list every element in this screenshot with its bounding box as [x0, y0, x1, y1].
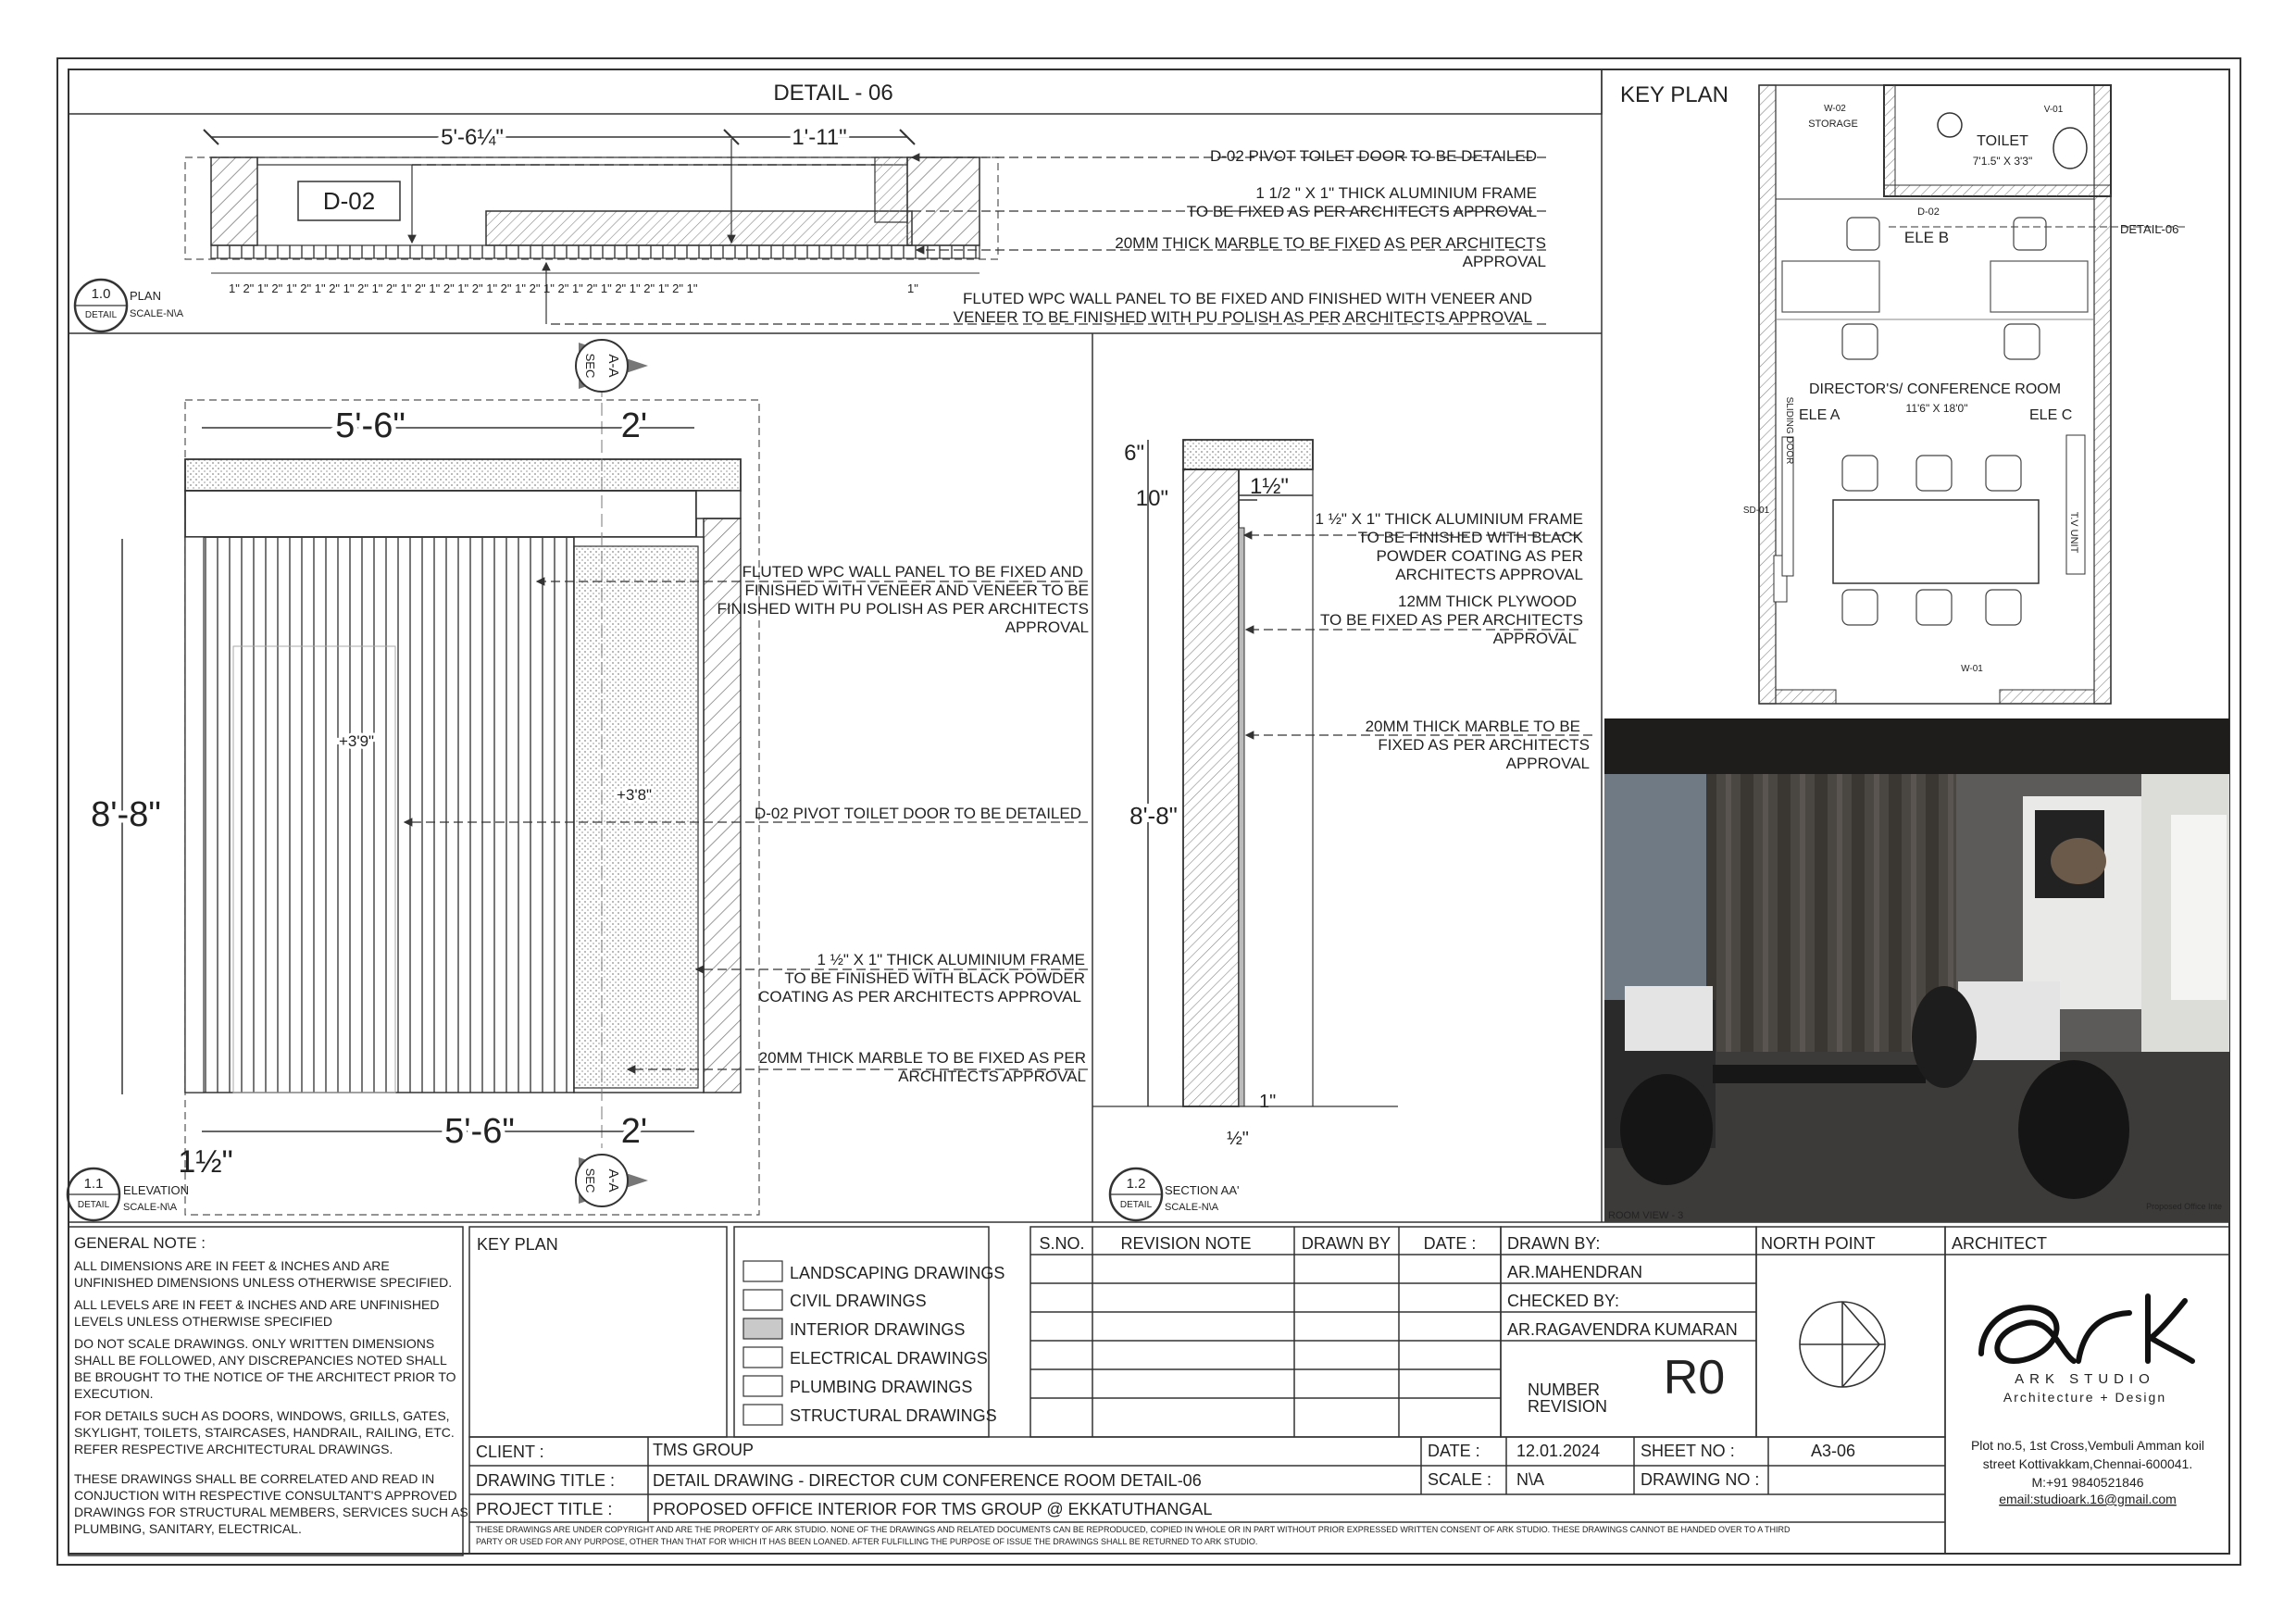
elev-dim-b-top: 2'	[620, 406, 648, 445]
gn-p4-l3: REFER RESPECTIVE ARCHITECTURAL DRAWINGS.	[74, 1442, 393, 1456]
gn-p1-l1: ALL DIMENSIONS ARE IN FEET & INCHES AND ARE	[74, 1258, 390, 1273]
plan-flute-dims: 1" 2" 1" 2" 1" 2" 1" 2" 1" 2" 1" 2" 1" 2" 1" 2" 1" 2" 1" 2" 1" 2" 1" 2" 1" 2" 1" 2" 1" 2" 1" 2" 1"	[229, 281, 698, 295]
drawing-no-label: DRAWING NO :	[1641, 1470, 1760, 1489]
room-view-render	[1604, 718, 2229, 1222]
drawing-title-label: DRAWING TITLE :	[476, 1471, 616, 1490]
scale-label: SCALE :	[1428, 1470, 1492, 1489]
section-note-2c: APPROVAL	[1492, 630, 1577, 647]
section-dim-half: 1½"	[1250, 474, 1289, 499]
kp-detail-06: DETAIL-06	[2120, 222, 2179, 236]
gn-p1-l2: UNFINISHED DIMENSIONS UNLESS OTHERWISE SPECIFIED.	[74, 1275, 453, 1290]
client-label: CLIENT :	[476, 1443, 544, 1461]
plan-label-kind: DETAIL	[84, 310, 118, 320]
elev-note-4b: ARCHITECTS APPROVAL	[898, 1068, 1086, 1085]
section-note-2a: 12MM THICK PLYWOOD	[1397, 593, 1577, 610]
section-height: 8'-8"	[1129, 802, 1178, 830]
plan-note-1: D-02 PIVOT TOILET DOOR TO BE DETAILED	[1209, 147, 1537, 165]
gn-p3-l4: EXECUTION.	[74, 1386, 154, 1401]
key-plan-title: KEY PLAN	[1620, 82, 1728, 107]
kp-tv-unit: T.V UNIT	[2068, 511, 2079, 554]
render-caption: ROOM VIEW - 3	[1608, 1210, 1684, 1221]
drawing-title-value: DETAIL DRAWING - DIRECTOR CUM CONFERENCE ROOM DETAIL-06	[653, 1471, 1202, 1490]
drawn-by-value: AR.MAHENDRAN	[1507, 1263, 1643, 1281]
section-note-1a: 1 ½" X 1" THICK ALUMINIUM FRAME	[1315, 510, 1583, 528]
section-label-number: 1.2	[1126, 1176, 1146, 1192]
north-point-label: NORTH POINT	[1761, 1234, 1876, 1253]
plan-label-scale: SCALE-N\A	[130, 308, 184, 319]
section-note-1c: POWDER COATING AS PER	[1376, 547, 1583, 565]
studio-tagline: Architecture + Design	[2003, 1390, 2167, 1405]
plan-flute-dim-last: 1"	[907, 281, 918, 295]
sheet-no-label: SHEET NO :	[1641, 1442, 1735, 1460]
plan-note-3a: 20MM THICK MARBLE TO BE FIXED AS PER ARCHITECTS	[1115, 234, 1546, 252]
drawing-type-checkboxes	[743, 1261, 782, 1425]
phone: M:+91 9840521846	[2031, 1475, 2144, 1490]
elev-level-a: +3'9"	[338, 732, 375, 750]
date-value: 12.01.2024	[1516, 1442, 1601, 1460]
kp-storage: STORAGE	[1808, 119, 1858, 130]
section-note-1d: ARCHITECTS APPROVAL	[1395, 566, 1583, 583]
kp-main-room-size: 11'6" X 18'0"	[1905, 402, 1968, 415]
section-label-kind: DETAIL	[1119, 1200, 1153, 1210]
kp-toilet: TOILET	[1977, 133, 2028, 149]
ark-studio-logo	[1981, 1296, 2192, 1361]
elev-dim-b-bottom: 2'	[620, 1112, 648, 1151]
kp-toilet-size: 7'1.5" X 3'3"	[1972, 155, 2033, 168]
elev-label-scale: SCALE-N\A	[123, 1202, 178, 1213]
elev-level-b: +3'8"	[616, 786, 653, 804]
kp-sd01: SD-01	[1742, 506, 1770, 516]
elev-note-1b: FINISHED WITH VENEER AND VENEER TO BE	[744, 581, 1089, 599]
north-arrow-icon	[1800, 1302, 1885, 1387]
plan-label-number: 1.0	[91, 286, 111, 302]
plan-dim-top-right: 1'-11"	[792, 125, 847, 150]
copyright-line-1: THESE DRAWINGS ARE UNDER COPYRIGHT AND ARE THE PROPERTY OF ARK STUDIO. NONE OF THE DRAWINGS AND RELATED DOCUMENTS CAN BE REPRODUCED, COPIED IN WHOLE OR IN PART WITHOUT PRIOR EXPRESSED WRITTEN CONSENT OF ARK STUDIO. THESE DRAWINGS CANNOT BE HANDED OVER TO A THIRD	[476, 1525, 1791, 1534]
drawing-type-1: LANDSCAPING DRAWINGS	[790, 1264, 1005, 1282]
drawing-type-5: PLUMBING DRAWINGS	[790, 1378, 973, 1396]
kp-main-room: DIRECTOR'S/ CONFERENCE ROOM	[1808, 381, 2062, 397]
sec-marker-bottom-label: A-A	[605, 1168, 621, 1193]
kp-sliding-door: SLIDING DOOR	[1784, 396, 1794, 465]
gn-p5-l2: CONJUCTION WITH RESPECTIVE CONSULTANT'S APPROVED	[74, 1488, 457, 1503]
section-dim-half-bottom: ½"	[1227, 1129, 1249, 1149]
drawing-type-6: STRUCTURAL DRAWINGS	[790, 1406, 997, 1425]
plan-note-2b: TO BE FIXED AS PER ARCHITECTS APPROVAL	[1186, 203, 1537, 220]
section-dim-1: 1"	[1259, 1092, 1277, 1112]
revision-label-1: NUMBER	[1528, 1380, 1601, 1399]
gn-p3-l1: DO NOT SCALE DRAWINGS. ONLY WRITTEN DIMENSIONS	[74, 1336, 435, 1351]
elev-small-dim: 1½"	[178, 1144, 233, 1180]
kp-ele-a: ELE A	[1799, 407, 1841, 423]
rev-header-sno: S.NO.	[1039, 1234, 1085, 1253]
section-note-3c: APPROVAL	[1505, 755, 1590, 772]
rev-header-date: DATE :	[1423, 1234, 1477, 1253]
elev-label-kind: DETAIL	[77, 1200, 110, 1210]
section-label-scale: SCALE-N\A	[1165, 1202, 1219, 1213]
gn-p2-l1: ALL LEVELS ARE IN FEET & INCHES AND ARE UNFINISHED	[74, 1297, 440, 1312]
elev-note-3b: TO BE FINISHED WITH BLACK POWDER	[784, 969, 1085, 987]
revision-value: R0	[1663, 1351, 1726, 1405]
checked-by-value: AR.RAGAVENDRA KUMARAN	[1507, 1320, 1738, 1339]
checked-by-label: CHECKED BY:	[1507, 1292, 1620, 1310]
date-label: DATE :	[1428, 1442, 1480, 1460]
plan-door-tag: D-02	[322, 187, 376, 215]
section-dim-6: 6"	[1124, 441, 1144, 466]
sec-marker-bottom-word: SEC	[583, 1168, 597, 1193]
sec-marker-top-label: A-A	[605, 354, 621, 378]
gn-p2-l2: LEVELS UNLESS OTHERWISE SPECIFIED	[74, 1314, 333, 1329]
address-line-2: street Kottivakkam,Chennai-600041.	[1982, 1456, 2193, 1471]
kp-v01: V-01	[2043, 105, 2064, 115]
project-title-value: PROPOSED OFFICE INTERIOR FOR TMS GROUP @ EKKATUTHANGAL	[653, 1500, 1213, 1518]
scale-value: N\A	[1516, 1470, 1545, 1489]
gn-p3-l3: BE BROUGHT TO THE NOTICE OF THE ARCHITECT PRIOR TO	[74, 1369, 456, 1384]
section-dim-10: 10"	[1135, 486, 1168, 511]
section-note-3b: FIXED AS PER ARCHITECTS	[1378, 736, 1590, 754]
elev-note-3a: 1 ½" X 1" THICK ALUMINIUM FRAME	[817, 951, 1085, 968]
gn-p4-l2: SKYLIGHT, TOILETS, STAIRCASES, HANDRAIL, RAILING, ETC.	[74, 1425, 455, 1440]
elev-dim-a-bottom: 5'-6"	[444, 1112, 515, 1151]
sec-marker-top-word: SEC	[583, 353, 597, 379]
section-note-3a: 20MM THICK MARBLE TO BE	[1365, 718, 1580, 735]
drawing-type-4: ELECTRICAL DRAWINGS	[790, 1349, 988, 1368]
drawn-by-label: DRAWN BY:	[1507, 1234, 1601, 1253]
tb-key-plan: KEY PLAN	[477, 1235, 558, 1254]
gn-p3-l2: SHALL BE FOLLOWED, ANY DISCREPANCIES NOTED SHALL	[74, 1353, 447, 1368]
rev-header-note: REVISION NOTE	[1120, 1234, 1252, 1253]
gn-p5-l1: THESE DRAWINGS SHALL BE CORRELATED AND READ IN	[74, 1471, 435, 1486]
plan-dim-top-left: 5'-6¼"	[441, 125, 504, 150]
elev-dim-a-top: 5'-6"	[335, 406, 406, 445]
drawing-type-2: CIVIL DRAWINGS	[790, 1292, 927, 1310]
client-value: TMS GROUP	[653, 1441, 755, 1459]
revision-label-2: REVISION	[1528, 1397, 1608, 1416]
elev-note-1c: FINISHED WITH PU POLISH AS PER ARCHITECTS	[717, 600, 1089, 618]
general-note-title: GENERAL NOTE :	[74, 1234, 206, 1252]
kp-d02: D-02	[1917, 206, 1940, 218]
gn-p4-l1: FOR DETAILS SUCH AS DOORS, WINDOWS, GRILLS, GATES,	[74, 1408, 450, 1423]
gn-p5-l3: DRAWINGS FOR STRUCTURAL MEMBERS, SERVICES SUCH AS	[74, 1505, 468, 1519]
detail-title: DETAIL - 06	[773, 81, 893, 106]
elev-label-title: ELEVATION	[123, 1183, 190, 1197]
elev-height: 8'-8"	[91, 795, 161, 834]
sheet-no-value: A3-06	[1810, 1442, 1856, 1460]
elev-note-3c: COATING AS PER ARCHITECTS APPROVAL	[758, 988, 1081, 1006]
plan-note-2a: 1 1/2 " X 1" THICK ALUMINIUM FRAME	[1255, 184, 1537, 202]
drawing-type-3: INTERIOR DRAWINGS	[790, 1320, 966, 1339]
section-label-title: SECTION AA'	[1165, 1183, 1240, 1197]
render-watermark: Proposed Office Inte	[2146, 1202, 2222, 1211]
address-line-1: Plot no.5, 1st Cross,Vembuli Amman koil	[1970, 1438, 2205, 1453]
elev-note-2: D-02 PIVOT TOILET DOOR TO BE DETAILED	[754, 805, 1081, 822]
architect-label: ARCHITECT	[1952, 1234, 2047, 1253]
kp-w01: W-01	[1961, 664, 1983, 674]
elev-note-4a: 20MM THICK MARBLE TO BE FIXED AS PER	[758, 1049, 1086, 1067]
section-note-2b: TO BE FIXED AS PER ARCHITECTS	[1319, 611, 1583, 629]
email: email:studioark.16@gmail.com	[1999, 1492, 2177, 1506]
plan-note-4a: FLUTED WPC WALL PANEL TO BE FIXED AND FINISHED WITH VENEER AND	[963, 290, 1532, 307]
elev-note-1d: APPROVAL	[1004, 618, 1089, 636]
copyright-line-2: PARTY OR USED FOR ANY PURPOSE, OTHER THAN THAT FOR WHICH IT HAS BEEN LOANED. AFTER FULFILLING THE PURPOSE OF ISSUE THE DRAWINGS SHALL BE RETURNED TO ARK STUDIO.	[476, 1537, 1258, 1546]
kp-ele-c: ELE C	[2029, 407, 2073, 423]
section-note-1b: TO BE FINISHED WITH BLACK	[1357, 529, 1583, 546]
elev-note-1a: FLUTED WPC WALL PANEL TO BE FIXED AND	[742, 563, 1083, 581]
rev-header-drawn: DRAWN BY	[1301, 1234, 1391, 1253]
elev-label-number: 1.1	[83, 1176, 104, 1192]
studio-name: ARK STUDIO	[2015, 1371, 2155, 1387]
plan-note-4b: VENEER TO BE FINISHED WITH PU POLISH AS PER ARCHITECTS APPROVAL	[953, 308, 1532, 326]
plan-note-3b: APPROVAL	[1462, 253, 1546, 270]
gn-p5-l4: PLUMBING, SANITARY, ELECTRICAL.	[74, 1521, 302, 1536]
kp-ele-b: ELE B	[1903, 229, 1950, 246]
elevation-detail	[122, 347, 759, 1215]
project-title-label: PROJECT TITLE :	[476, 1500, 613, 1518]
kp-w02: W-02	[1824, 104, 1846, 114]
plan-label-title: PLAN	[130, 289, 161, 303]
